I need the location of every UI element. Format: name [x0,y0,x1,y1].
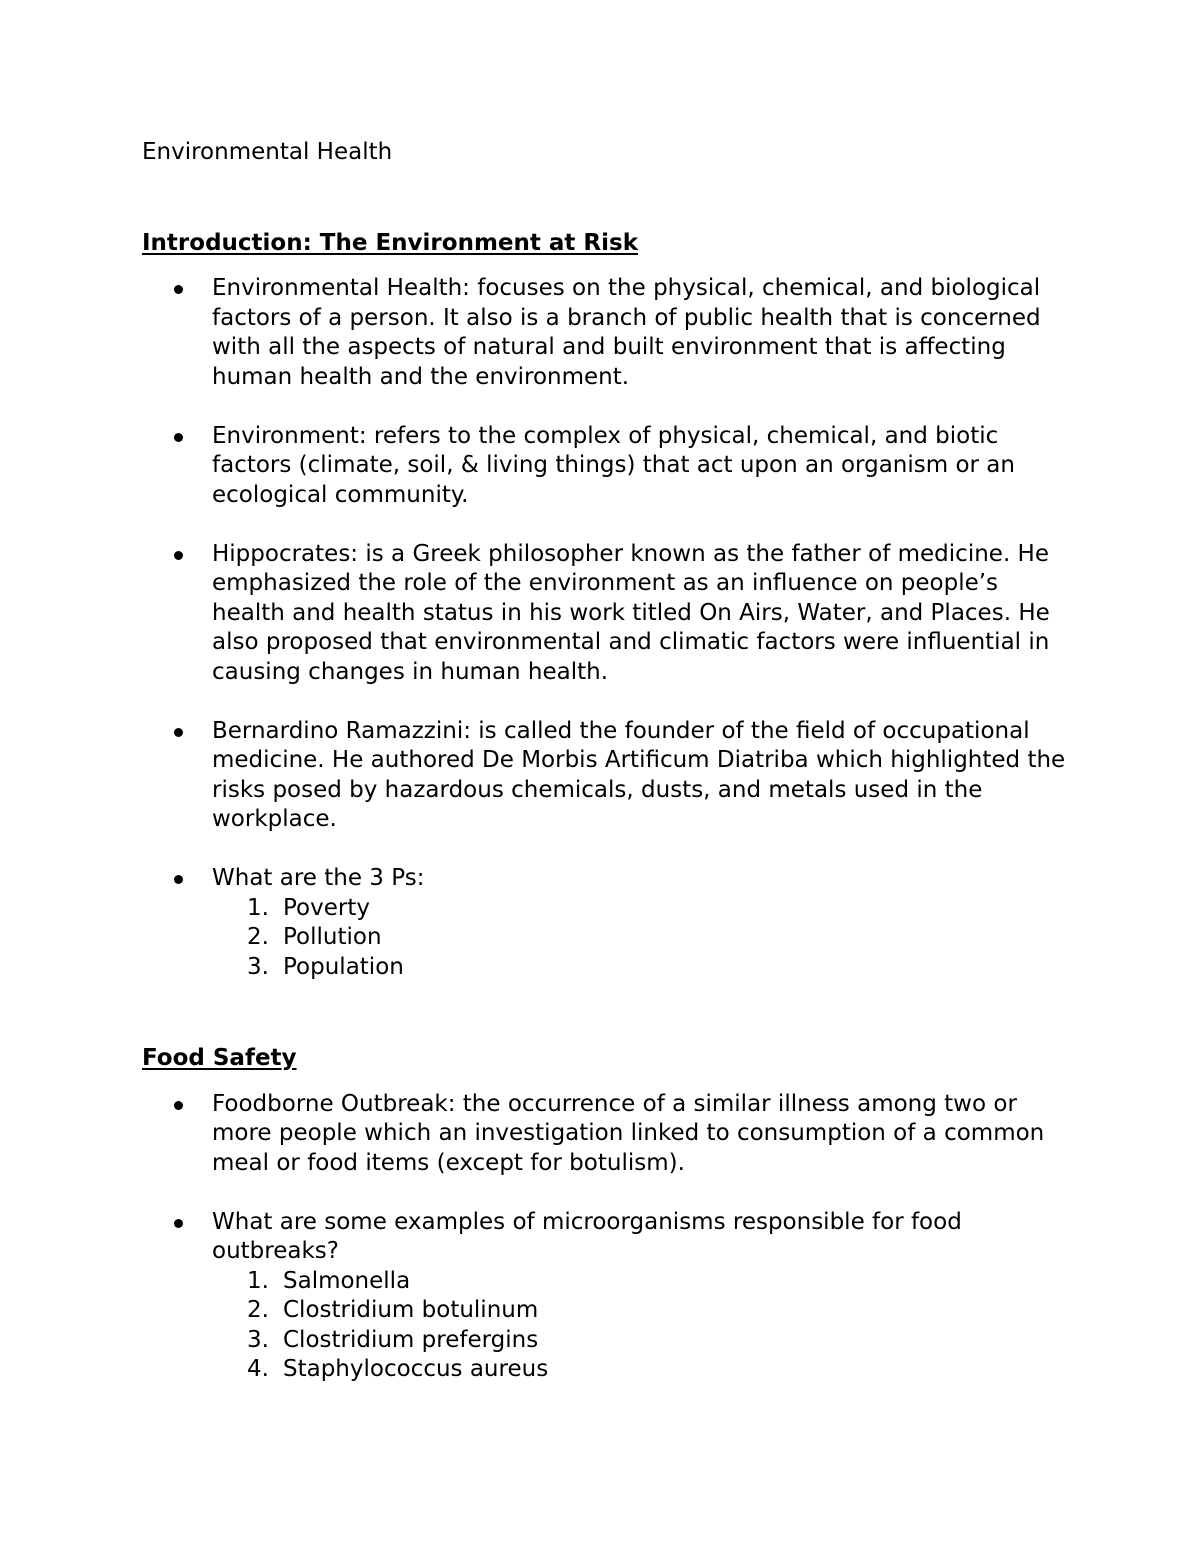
bullet-text: What are some examples of microorganisms responsible for food outbreaks? [212,1208,962,1264]
bullet-icon [174,551,183,560]
bullet-text: Bernardino Ramazzini: is called the founder of the field of occupational medicine. He authored De Morbis Artificum Diatriba which highlighted the risks posed by hazardous chemicals, dusts, and metals used in the workplace. [212,717,1066,832]
bullet-item [142,422,1072,511]
document-page [142,138,1072,1385]
numbered-item [212,1355,1072,1385]
numbered-item-text: Population [283,953,404,980]
numbered-item [212,953,1072,983]
bullet-item [142,540,1072,688]
document-title: Environmental Health [142,139,393,165]
bullet-text: Environmental Health: focuses on the physical, chemical, and biological factors of a person. It also is a branch of public health that is concerned with all the aspects of natural and built environment that is affecting human health and the environment. [212,275,1041,390]
section-heading-introduction: Introduction: The Environment at Risk [142,229,638,256]
item-number: 3. [247,1326,269,1353]
bullet-item [142,1090,1072,1179]
numbered-item [212,894,1072,924]
bullet-item [142,1208,1072,1385]
bullet-text: Foodborne Outbreak: the occurrence of a similar illness among two or more people which an investigation linked to consumption of a common meal or food items (except for botulism). [212,1090,1045,1176]
bullet-icon [174,285,183,294]
bullet-list-introduction [142,274,1072,982]
bullet-text: Hippocrates: is a Greek philosopher known as the father of medicine. He emphasized the role of the environment as an influence on people’s health and health status in his work titled On Airs, Water, and Places. He also proposed that environmental and climatic factors were influential in causing changes in human health. [212,540,1050,685]
bullet-text: Environment: refers to the complex of physical, chemical, and biotic factors (climate, soil, & living things) that act upon an organism or an ecological community. [212,422,1015,508]
bullet-icon [174,1101,183,1110]
item-number: 1. [247,1267,269,1294]
numbered-item [212,1326,1072,1356]
bullet-text: What are the 3 Ps: [212,865,425,891]
numbered-item-text: Pollution [283,924,382,950]
numbered-item-text: Salmonella [283,1267,411,1294]
bullet-icon [174,728,183,737]
bullet-item [142,864,1072,982]
item-number: 2. [247,924,269,950]
numbered-list-3-ps [212,894,1072,983]
numbered-item-text: Clostridium botulinum [283,1297,539,1323]
bullet-list-food-safety [142,1090,1072,1385]
bullet-item [142,274,1072,392]
item-number: 4. [247,1356,269,1382]
numbered-item [212,1296,1072,1326]
bullet-item [142,717,1072,835]
numbered-item-text: Clostridium prefergins [283,1326,539,1353]
numbered-item [212,1267,1072,1297]
bullet-icon [174,1219,183,1228]
section-heading-food-safety: Food Safety [142,1045,297,1071]
item-number: 1. [247,894,269,921]
numbered-item-text: Staphylococcus aureus [283,1356,549,1382]
bullet-icon [174,433,183,442]
item-number: 2. [247,1297,269,1323]
item-number: 3. [247,953,269,980]
bullet-icon [174,875,183,884]
numbered-item [212,923,1072,953]
numbered-list-microorganisms [212,1267,1072,1385]
numbered-item-text: Poverty [283,894,370,921]
